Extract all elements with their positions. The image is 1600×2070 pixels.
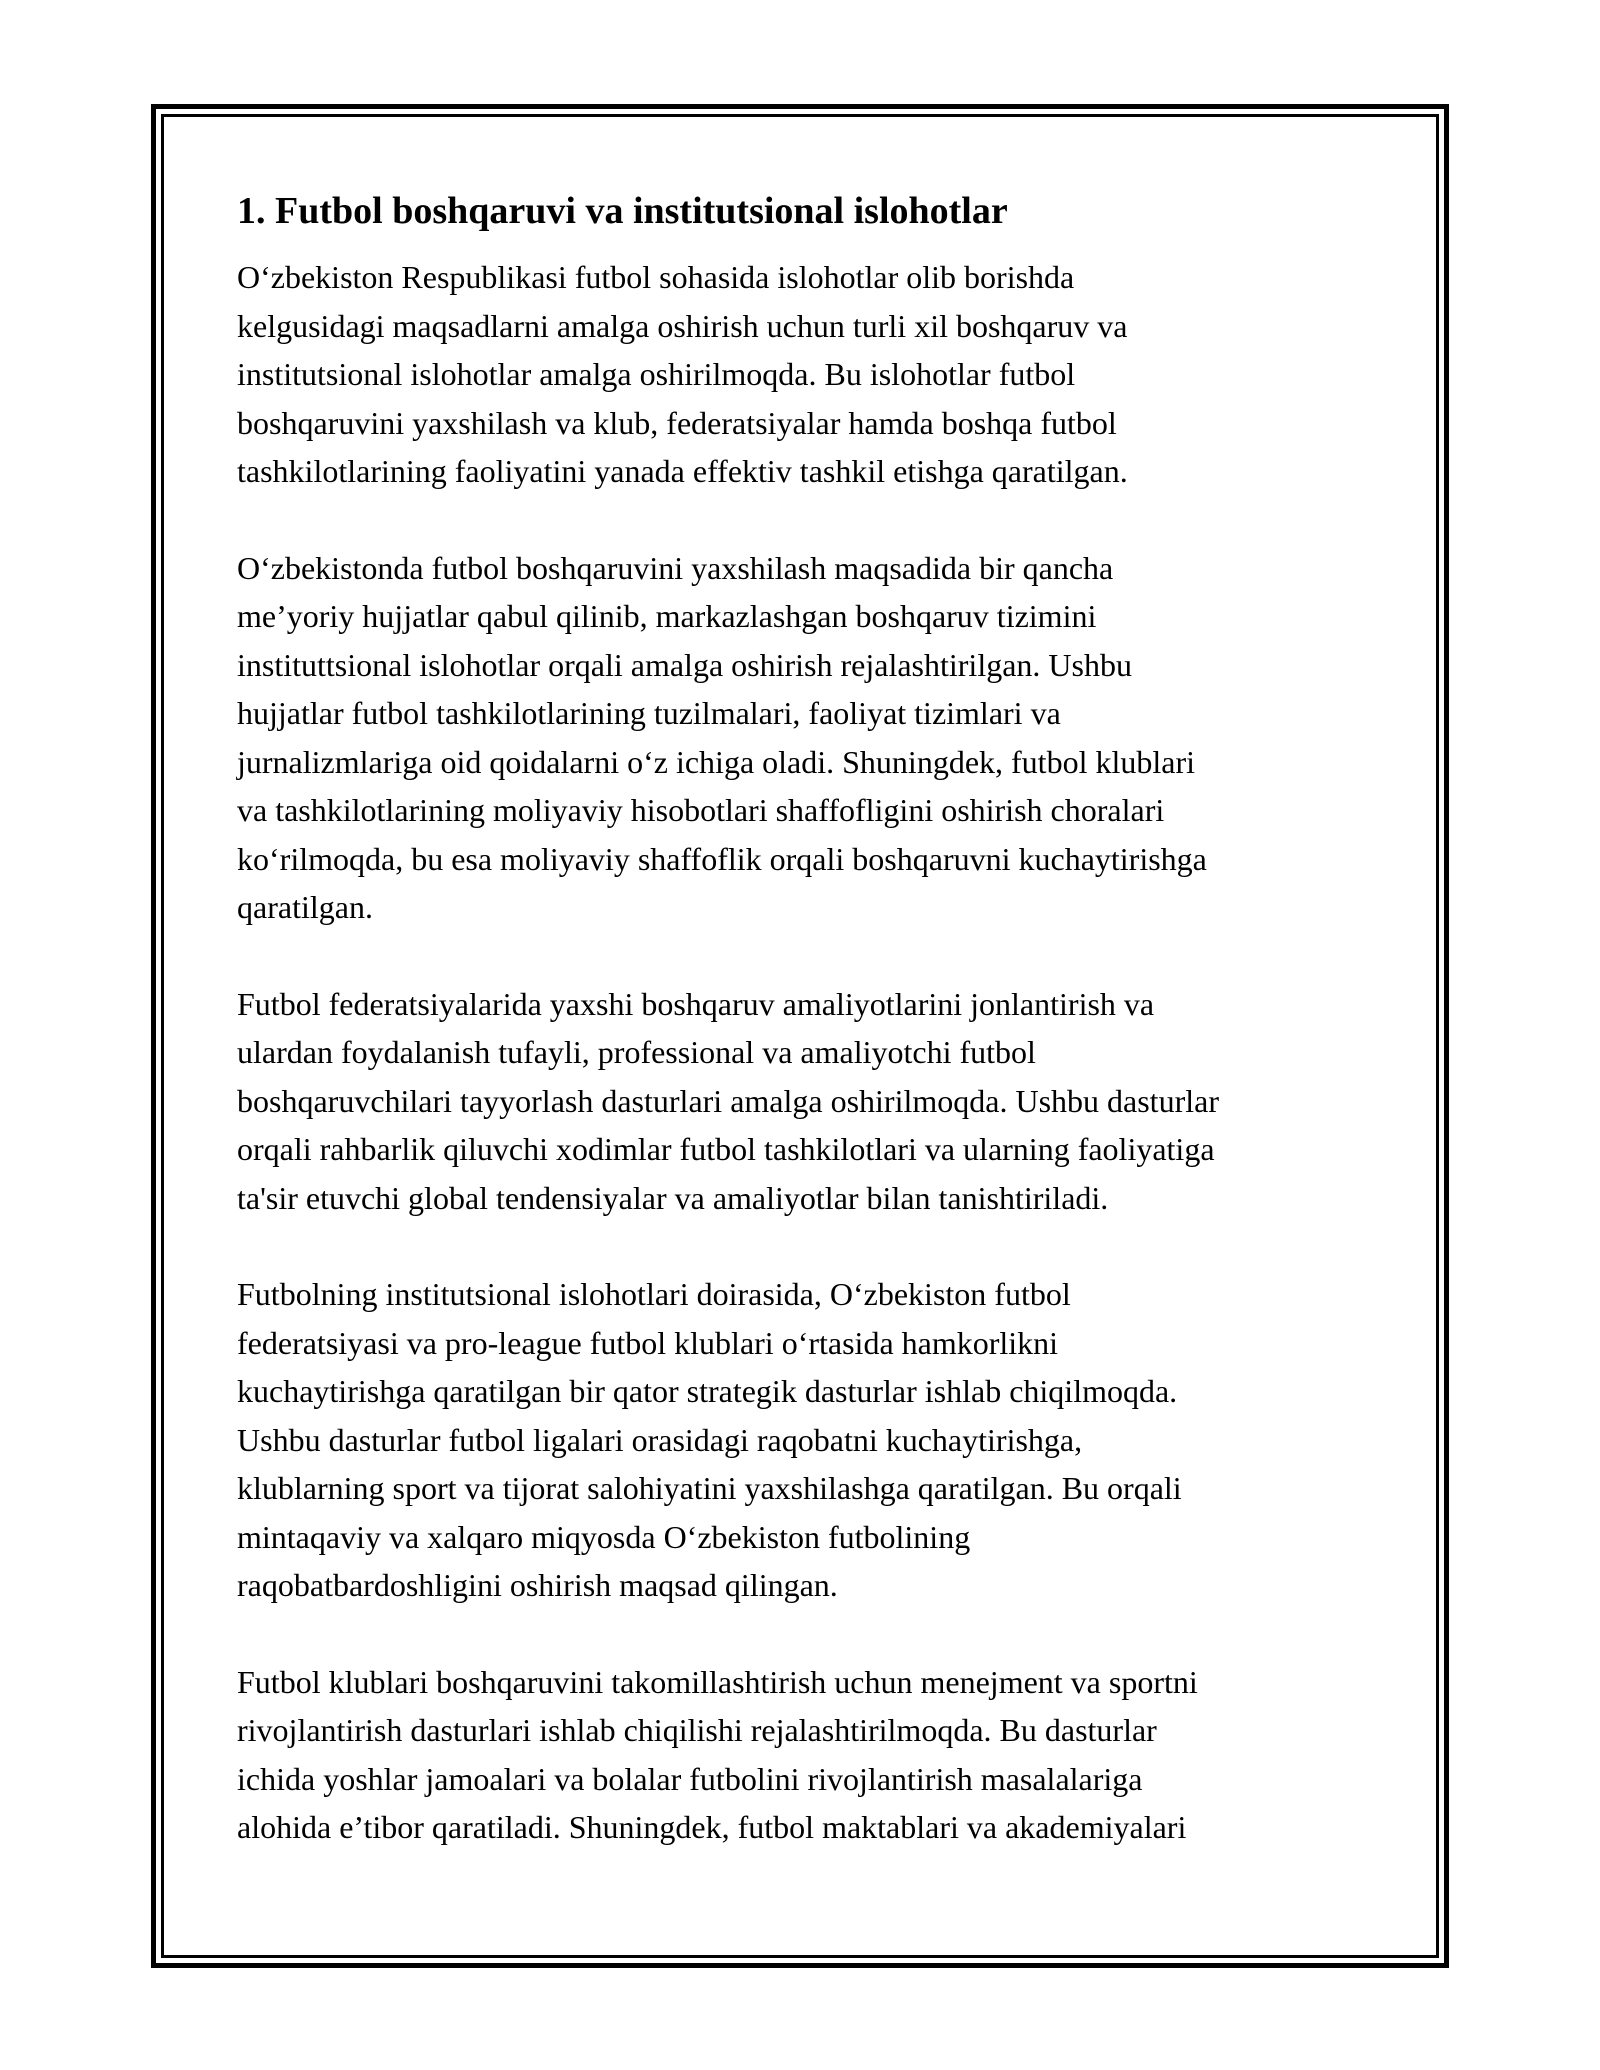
- text-line: klublarning sport va tijorat salohiyatini yaxshilashga qaratilgan. Bu orqali: [237, 1470, 1182, 1506]
- text-line: kuchaytirishga qaratilgan bir qator strategik dasturlar ishlab chiqilmoqda.: [237, 1373, 1178, 1409]
- text-line: instituttsional islohotlar orqali amalga oshirish rejalashtirilgan. Ushbu: [237, 646, 1132, 683]
- text-line: ta'sir etuvchi global tendensiyalar va amaliyotlar bilan tanishtiriladi.: [237, 1179, 1109, 1216]
- text-line: Ushbu dasturlar futbol ligalari orasidagi raqobatni kuchaytirishga,: [237, 1421, 1083, 1458]
- document-body: [237, 187, 1377, 1900]
- text-line: Futbol federatsiyalarida yaxshi boshqaruv amaliyotlarini jonlantirish va: [237, 985, 1155, 1022]
- text-line: rivojlantirish dasturlari ishlab chiqilishi rejalashtirilmoqda. Bu dasturlar: [237, 1712, 1157, 1748]
- text-line: tashkilotlarining faoliyatini yanada effektiv tashkil etishga qaratilgan.: [237, 453, 1128, 489]
- text-line: boshqaruvchilari tayyorlash dasturlari amalga oshirilmoqda. Ushbu dasturlar: [237, 1082, 1219, 1119]
- text-line: jurnalizmlariga oid qoidalarni o‘z ichiga oladi. Shuningdek, futbol klublari: [237, 743, 1195, 780]
- text-line: orqali rahbarlik qiluvchi xodimlar futbol tashkilotlari va ularning faoliyatiga: [237, 1131, 1215, 1167]
- text-line: O‘zbekistonda futbol boshqaruvini yaxshilash maqsadida bir qancha: [237, 549, 1114, 586]
- text-line: me’yoriy hujjatlar qabul qilinib, markazlashgan boshqaruv tizimini: [237, 598, 1097, 634]
- text-line: O‘zbekiston Respublikasi futbol sohasida islohotlar olib borishda: [237, 259, 1075, 295]
- text-line: federatsiyasi va pro-league futbol klublari o‘rtasida hamkorlikni: [237, 1324, 1059, 1361]
- text-line: Futbolning institutsional islohotlari doirasida, O‘zbekiston futbol: [237, 1276, 1071, 1312]
- text-line: raqobatbardoshligini oshirish maqsad qilingan.: [237, 1567, 838, 1603]
- paragraph-1: [237, 253, 1377, 496]
- paragraph-4: [237, 1270, 1377, 1610]
- text-line: alohida e’tibor qaratiladi. Shuningdek, futbol maktablari va akademiyalari: [237, 1809, 1187, 1845]
- text-line: hujjatlar futbol tashkilotlarining tuzilmalari, faoliyat tizimlari va: [237, 695, 1061, 731]
- text-line: ko‘rilmoqda, bu esa moliyaviy shaffoflik orqali boshqaruvni kuchaytirishga: [237, 840, 1207, 877]
- text-line: qaratilgan.: [237, 889, 373, 925]
- text-line: kelgusidagi maqsadlarni amalga oshirish uchun turli xil boshqaruv va: [237, 307, 1128, 344]
- text-line: va tashkilotlarining moliyaviy hisobotlari shaffofligini oshirish choralari: [237, 792, 1165, 828]
- text-line: mintaqaviy va xalqaro miqyosda O‘zbekiston futbolining: [237, 1518, 971, 1555]
- section-heading: 1. Futbol boshqaruvi va institutsional islohotlar: [237, 190, 1008, 232]
- text-line: ulardan foydalanish tufayli, professional va amaliyotchi futbol: [237, 1034, 1036, 1070]
- text-line: boshqaruvini yaxshilash va klub, federatsiyalar hamda boshqa futbol: [237, 404, 1117, 441]
- text-line: Futbol klublari boshqaruvini takomillashtirish uchun menejment va sportni: [237, 1663, 1198, 1700]
- paragraph-5: [237, 1658, 1377, 1852]
- paragraph-3: [237, 980, 1377, 1223]
- text-line: ichida yoshlar jamoalari va bolalar futbolini rivojlantirish masalalariga: [237, 1760, 1143, 1797]
- paragraph-2: [237, 544, 1377, 932]
- text-line: institutsional islohotlar amalga oshirilmoqda. Bu islohotlar futbol: [237, 356, 1076, 392]
